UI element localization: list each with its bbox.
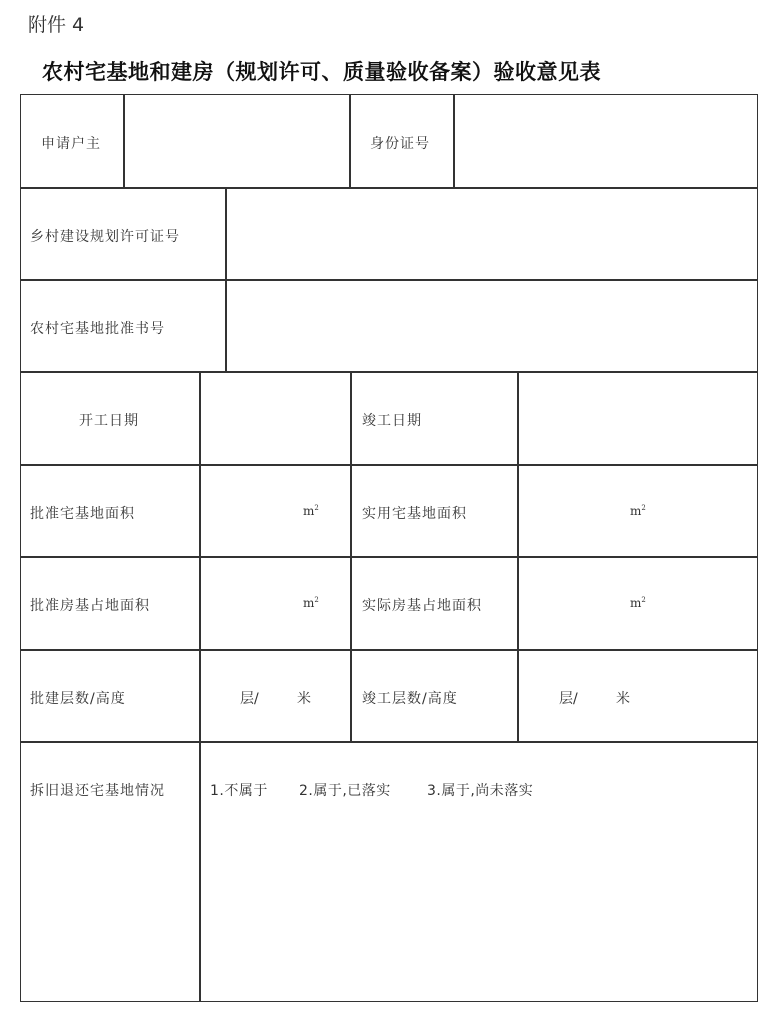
area-unit: $m^2$ bbox=[630, 504, 646, 518]
row-divider bbox=[20, 371, 758, 373]
form-title: 农村宅基地和建房（规划许可、质量验收备案）验收意见表 bbox=[42, 59, 601, 84]
approved-homestead-area-label: 批准宅基地面积 bbox=[30, 506, 135, 522]
row-divider bbox=[20, 741, 758, 743]
height-unit: 米 bbox=[616, 691, 630, 707]
actual-footprint-label: 实际房基占地面积 bbox=[362, 598, 482, 614]
col-divider bbox=[123, 94, 125, 188]
approved-footprint-label: 批准房基占地面积 bbox=[30, 598, 150, 614]
col-divider bbox=[225, 187, 227, 372]
attachment-number: 附件 4 bbox=[28, 14, 85, 36]
start-date-label: 开工日期 bbox=[79, 413, 139, 429]
approved-floors-label: 批建层数/高度 bbox=[30, 691, 126, 707]
floor-unit: 层/ bbox=[559, 691, 578, 707]
row-divider bbox=[20, 649, 758, 651]
demolition-label: 拆旧退还宅基地情况 bbox=[30, 783, 165, 799]
row-divider bbox=[20, 464, 758, 466]
row-divider bbox=[20, 279, 758, 281]
demolition-option-1: 1.不属于 bbox=[210, 783, 268, 799]
area-unit: $m^2$ bbox=[303, 596, 319, 610]
planning-permit-label: 乡村建设规划许可证号 bbox=[30, 229, 180, 245]
applicant-label: 申请户主 bbox=[41, 136, 101, 152]
id-number-label: 身份证号 bbox=[370, 136, 430, 152]
col-divider bbox=[350, 371, 352, 742]
completion-date-label: 竣工日期 bbox=[362, 413, 422, 429]
col-divider bbox=[517, 371, 519, 742]
row-divider bbox=[20, 556, 758, 558]
row-divider bbox=[20, 187, 758, 189]
area-unit: $m^2$ bbox=[303, 504, 319, 518]
demolition-option-2: 2.属于,已落实 bbox=[299, 783, 391, 799]
col-divider bbox=[349, 94, 351, 188]
completed-floors-label: 竣工层数/高度 bbox=[362, 691, 458, 707]
col-divider bbox=[199, 741, 201, 1002]
area-unit: $m^2$ bbox=[630, 596, 646, 610]
floor-unit: 层/ bbox=[240, 691, 259, 707]
demolition-option-3: 3.属于,尚未落实 bbox=[427, 783, 534, 799]
homestead-approval-label: 农村宅基地批准书号 bbox=[30, 321, 165, 337]
actual-homestead-area-label: 实用宅基地面积 bbox=[362, 506, 467, 522]
col-divider bbox=[453, 94, 455, 188]
col-divider bbox=[199, 371, 201, 742]
height-unit: 米 bbox=[297, 691, 311, 707]
